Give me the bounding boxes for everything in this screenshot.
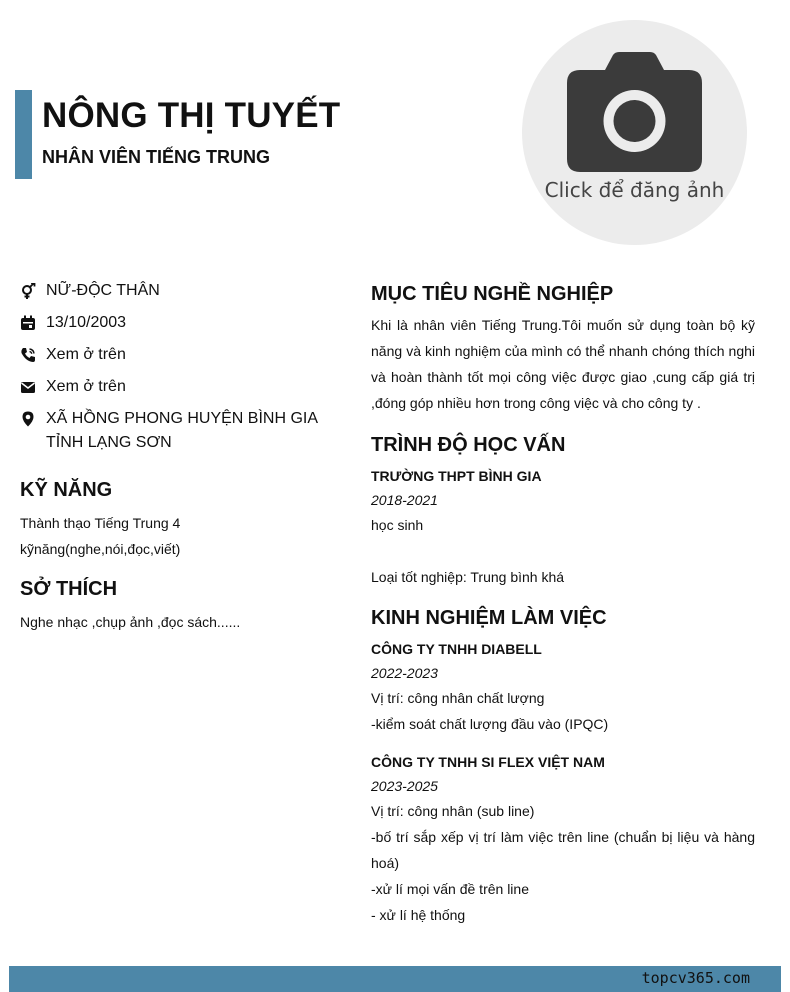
company-name: CÔNG TY TNHH SI FLEX VIỆT NAM [371,754,605,770]
envelope-icon [20,379,36,395]
location-pin-icon [20,411,36,427]
address-line-1: XÃ HỒNG PHONG HUYỆN BÌNH GIA [46,410,319,427]
job-detail: -xử lí mọi vấn đề trên line [371,881,529,897]
skills-line-2: kỹnăng(nghe,nói,đọc,viết) [20,541,181,557]
job-detail: Vị trí: công nhân (sub line) [371,803,535,819]
job-detail: Vị trí: công nhân chất lượng [371,690,545,706]
photo-upload-button[interactable] [522,20,747,245]
education-heading: TRÌNH ĐỘ HỌC VẤN [371,434,566,456]
gender-status-row [20,279,330,303]
experience-heading: KINH NGHIỆM LÀM VIỆC [371,607,607,629]
education-grade: Loại tốt nghiệp: Trung bình khá [371,569,565,585]
job-title: NHÂN VIÊN TIẾNG TRUNG [42,147,271,167]
footer-brand: topcv365.com [641,969,750,987]
birthday-text: 13/10/2003 [46,314,127,331]
photo-upload-label: Click để đăng ảnh [544,178,725,202]
skills-line-1: Thành thạo Tiếng Trung 4 [20,515,181,531]
contact-info [20,279,330,463]
header-accent-bar [15,90,32,179]
candidate-name: NÔNG THỊ TUYẾT [42,96,341,135]
footer-bar [9,966,781,992]
calendar-icon [20,315,36,331]
objective-text: Khi là nhân viên Tiếng Trung.Tôi muốn sử dụng toàn bộ kỹ năng và kinh nghiệm của mình có thể nhanh chóng thích nghi và hoàn thành tốt mọi công việc được giao ,cung cấp giá trị ,đóng góp nhiều hơn trong công việc và cho công ty . [371,317,755,411]
job-detail: - xử lí hệ thống [371,907,466,923]
phone-row [20,343,330,367]
email-text: Xem ở trên [46,378,126,395]
hobbies-heading: SỞ THÍCH [20,578,118,600]
experience-entry-1 [371,637,755,737]
gender-status-text: NỮ-ĐỘC THÂN [46,282,160,299]
job-detail: -kiểm soát chất lượng đầu vào (IPQC) [371,716,609,732]
objective-heading: MỤC TIÊU NGHỀ NGHIỆP [371,283,614,305]
experience-entry-2 [371,750,755,928]
school-name: TRƯỜNG THPT BÌNH GIA [371,468,542,484]
hobbies-text: Nghe nhạc ,chụp ảnh ,đọc sách...... [20,614,241,630]
address-text [46,407,318,455]
job-detail: -bố trí sắp xếp vị trí làm việc trên line (chuẩn bị liệu và hàng hoá) [371,829,755,871]
job-period: 2022-2023 [371,665,438,681]
phone-icon [20,347,36,363]
skills-heading: KỸ NĂNG [20,479,113,501]
education-entry [371,464,755,590]
gender-icon [20,283,36,299]
company-name: CÔNG TY TNHH DIABELL [371,641,542,657]
address-row [20,407,330,455]
education-period: 2018-2021 [371,492,438,508]
camera-icon [567,52,702,172]
address-line-2: TỈNH LẠNG SƠN [46,434,172,451]
email-row [20,375,330,399]
birthday-row [20,311,330,335]
job-period: 2023-2025 [371,778,438,794]
education-role: học sinh [371,517,424,533]
phone-text: Xem ở trên [46,346,126,363]
